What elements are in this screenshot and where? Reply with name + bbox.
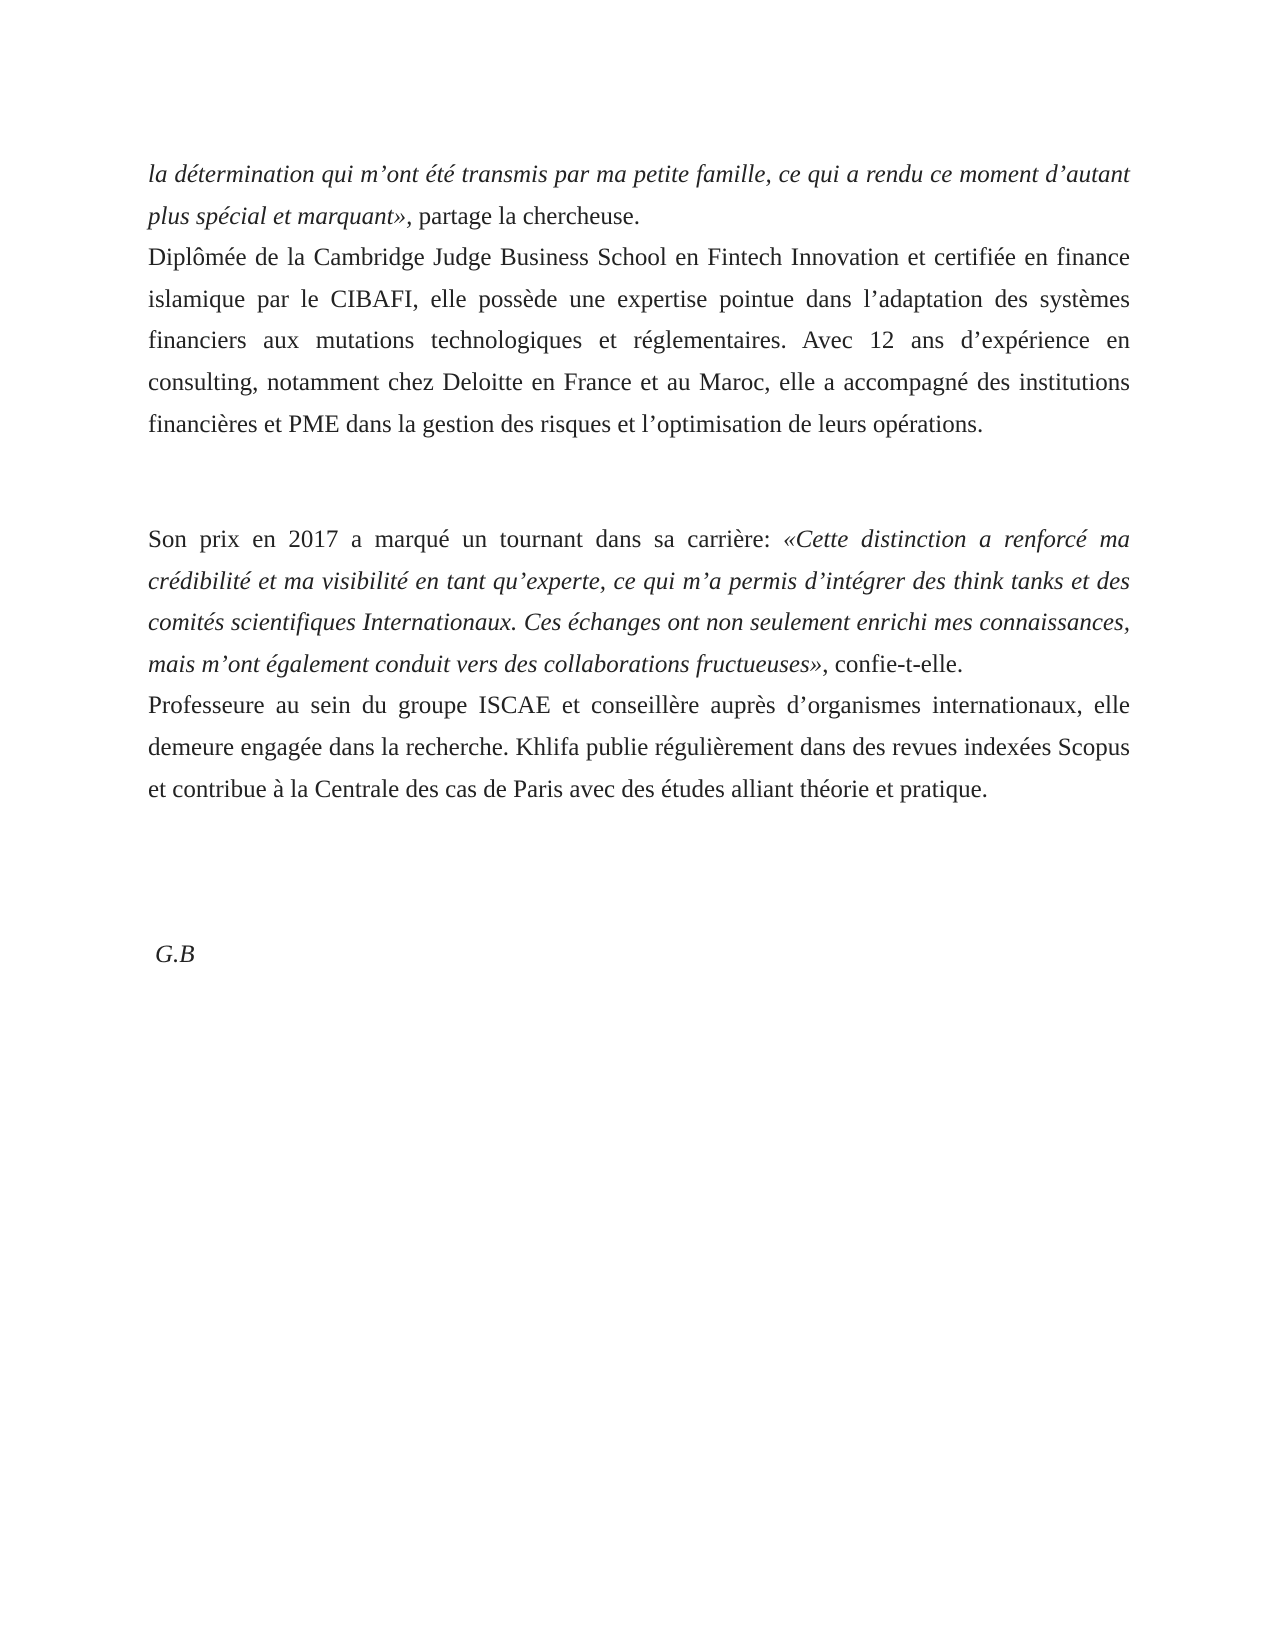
- award-lead-text: Son prix en 2017 a marqué un tournant dans sa carrière:: [148, 526, 784, 553]
- quote-text: la détermination qui m’ont été transmis par ma petite famille, ce qui a rendu ce moment d’autant plus spécial et marquant»,: [148, 161, 1130, 230]
- paragraph-professor: Professeure au sein du groupe ISCAE et conseillère auprès d’organismes internationaux, elle demeure engagée dans la recherche. Khlifa publie régulièrement dans des revues indexées Scopus et contribue à la Centrale des cas de Paris avec des études alliant théorie et pratique.: [148, 692, 1130, 803]
- text-block-2: [148, 519, 1130, 810]
- paragraph-credentials: Diplômée de la Cambridge Judge Business School en Fintech Innovation et certifiée en finance islamique par le CIBAFI, elle possède une expertise pointue dans l’adaptation des systèmes financiers aux mutations technologiques et réglementaires. Avec 12 ans d’expérience en consulting, notamment chez Deloitte en France et au Maroc, elle a accompagné des institutions financières et PME dans la gestion des risques et l’optimisation de leurs opérations.: [148, 244, 1130, 438]
- award-quote-text: «Cette distinction a renforcé ma crédibilité et ma visibilité en tant qu’experte, ce qui m’a permis d’intégrer des think tanks et des comités scientifiques Internationaux. Ces échanges ont non seulement enrichi mes connaissances, mais m’ont également conduit vers des collaborations fructueuses»: [148, 526, 1130, 678]
- paragraph-quote-end: [148, 154, 1130, 237]
- attribution-text: partage la chercheuse.: [412, 202, 640, 230]
- author-signature: G.B: [155, 941, 195, 968]
- text-block-1: [148, 154, 1130, 445]
- paragraph-award: [148, 519, 1130, 685]
- award-tail-text: , confie-t-elle.: [822, 650, 964, 678]
